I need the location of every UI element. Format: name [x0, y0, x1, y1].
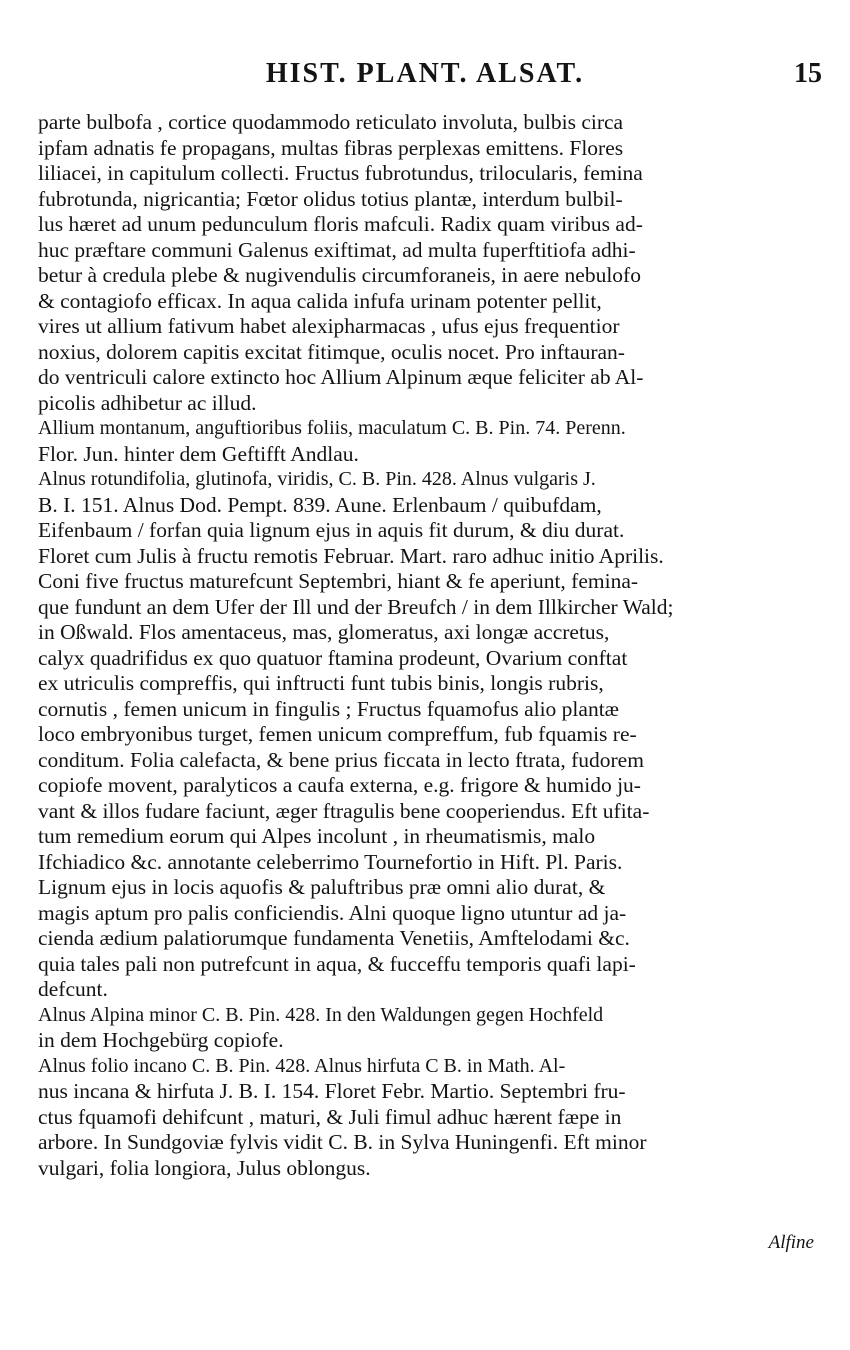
text-line: betur à credula plebe & nugivendulis circumforaneis, in aere nebulofo — [38, 263, 641, 287]
text-line: Floret cum Julis à fructu remotis Februar. Mart. raro adhuc initio Aprilis. — [38, 543, 664, 568]
page-number: 15 — [794, 58, 822, 89]
running-head — [0, 58, 850, 98]
text-line: lus hæret ad unum pedunculum floris mafculi. Radix quam viribus ad- — [38, 212, 643, 236]
entry-alnus-folio-incano — [38, 1054, 828, 1182]
text-line: Alnus folio incano C. B. Pin. 428. Alnus hirfuta C B. in Math. Al- — [38, 1054, 566, 1077]
text-line: loco embryonibus turget, femen unicum compreffum, fub fquamis re- — [38, 722, 637, 746]
text-line: cornutis , femen unicum in fingulis ; Fructus fquamofus alio plantæ — [38, 696, 620, 721]
text-line: ipfam adnatis fe propagans, multas fibras perplexas emittens. Flores — [38, 135, 624, 160]
text-line: fubrotunda, nigricantia; Fœtor olidus totius plantæ, interdum bulbil- — [38, 186, 623, 211]
entry-alnus-rotundifolia — [38, 467, 828, 1003]
text-line: in Oßwald. Flos amentaceus, mas, glomeratus, axi longæ accretus, — [38, 620, 610, 644]
paragraph-allium-continued — [38, 110, 828, 416]
text-line: liliacei, in capitulum collecti. Fructus fubrotundus, trilocularis, femina — [38, 161, 643, 185]
text-line: tum remedium eorum qui Alpes incolunt , in rheumatismis, malo — [38, 824, 596, 848]
text-line: cienda ædium palatiorumque fundamenta Venetiis, Amftelodami &c. — [38, 926, 630, 950]
text-line: vires ut allium fativum habet alexipharmacas , ufus ejus frequentior — [38, 314, 620, 338]
text-line: quia tales pali non putrefcunt in aqua, & fucceffu temporis quafi lapi- — [38, 951, 636, 976]
text-line: Eifenbaum / forfan quia lignum ejus in aquis fit durum, & diu durat. — [38, 518, 625, 542]
text-line: copiofe movent, paralyticos a caufa externa, e.g. frigore & humido ju- — [38, 773, 641, 797]
text-body — [38, 110, 828, 1181]
text-line: & contagiofo efficax. In aqua calida infufa urinam potenter pellit, — [38, 288, 602, 313]
text-line: do ventriculi calore extincto hoc Allium Alpinum æque feliciter ab Al- — [38, 365, 644, 389]
text-line: ex utriculis compreffis, qui inftructi funt tubis binis, longis rubris, — [38, 671, 604, 695]
text-line: picolis adhibetur ac illud. — [38, 390, 257, 415]
running-title: HIST. PLANT. ALSAT. — [265, 58, 585, 89]
text-line: Coni five fructus maturefcunt Septembri, hiant & fe aperiunt, femina- — [38, 569, 639, 593]
text-line: conditum. Folia calefacta, & bene prius ficcata in lecto ftrata, fudorem — [38, 747, 644, 772]
entry-alnus-alpina — [38, 1003, 828, 1054]
text-line: parte bulbofa , cortice quodammodo reticulato involuta, bulbis circa — [38, 110, 624, 134]
text-line: defcunt. — [38, 977, 108, 1001]
text-line: B. I. 151. Alnus Dod. Pempt. 839. Aune. Erlenbaum / quibufdam, — [38, 492, 602, 517]
text-line: Flor. Jun. hinter dem Geftifft Andlau. — [38, 441, 359, 466]
text-line: ctus fquamofi dehifcunt , maturi, & Juli fimul adhuc hærent fæpe in — [38, 1104, 622, 1129]
text-line: Lignum ejus in locis aquofis & paluftribus præ omni alio durat, & — [38, 875, 606, 899]
text-line: noxius, dolorem capitis excitat fitimque, oculis nocet. Pro inftauran- — [38, 339, 625, 364]
text-line: calyx quadrifidus ex quo quatuor ftamina prodeunt, Ovarium conftat — [38, 645, 628, 670]
text-line: Alnus rotundifolia, glutinofa, viridis, C. B. Pin. 428. Alnus vulgaris J. — [38, 468, 596, 490]
text-line: in dem Hochgebürg copiofe. — [38, 1028, 284, 1052]
text-line: vant & illos fudare faciunt, æger ftragulis bene cooperiendus. Eft ufita- — [38, 798, 650, 823]
text-line: arbore. In Sundgoviæ fylvis vidit C. B. in Sylva Huningenfi. Eft minor — [38, 1130, 647, 1154]
text-line: Ifchiadico &c. annotante celeberrimo Tournefortio in Hift. Pl. Paris. — [38, 849, 623, 874]
entry-allium-montanum — [38, 416, 828, 467]
text-line: magis aptum pro palis conficiendis. Alni quoque ligno utuntur ad ja- — [38, 900, 627, 925]
text-line: que fundunt an dem Ufer der Ill und der Breufch / in dem Illkircher Wald; — [38, 594, 674, 619]
text-line: Allium montanum, anguftioribus foliis, maculatum C. B. Pin. 74. Perenn. — [38, 417, 626, 439]
text-line: vulgari, folia longiora, Julus oblongus. — [38, 1155, 371, 1180]
text-line: huc præftare communi Galenus exiftimat, ad multa fuperftitiofa adhi- — [38, 237, 636, 262]
catchword: Alfine — [768, 1232, 814, 1253]
text-line: Alnus Alpina minor C. B. Pin. 428. In den Waldungen gegen Hochfeld — [38, 1003, 604, 1026]
text-line: nus incana & hirfuta J. B. I. 154. Floret Febr. Martio. Septembri fru- — [38, 1079, 626, 1103]
